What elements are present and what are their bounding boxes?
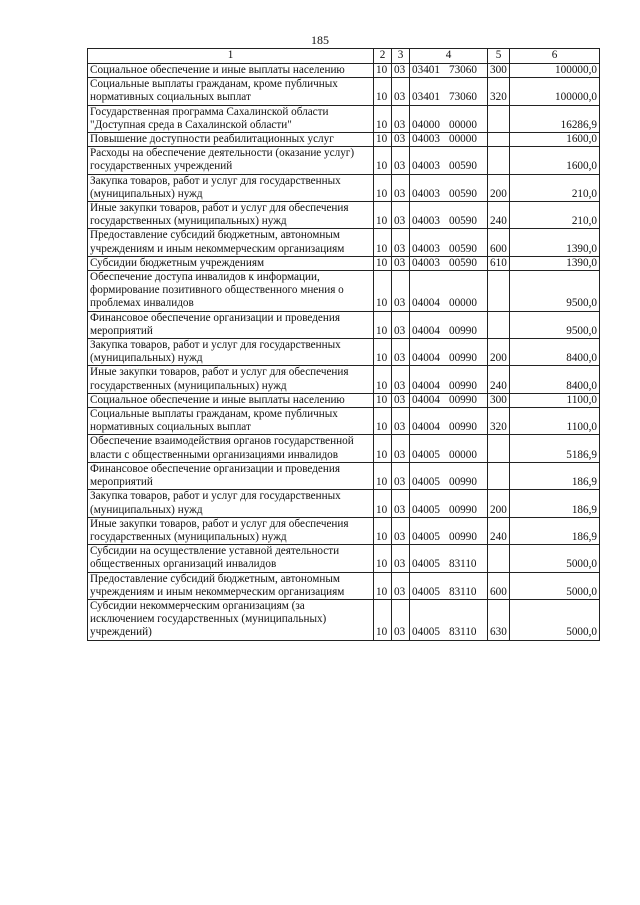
row-name: Иные закупки товаров, работ и услуг для обеспечения государственных (муниципальных) нужд [88,366,374,393]
page-number: 185 [311,33,329,47]
direction-code: 00000 [448,118,477,131]
amount: 210,0 [510,174,600,201]
subsection-code: 03 [392,517,410,544]
target-article-code [410,545,488,572]
row-name: Субсидии некоммерческим организациям (за исключением государственных (муниципальных) учреждений) [88,599,374,640]
table-row [88,339,600,366]
direction-code: 00000 [448,297,477,310]
expense-type-code: 320 [488,408,510,435]
subsection-code: 03 [392,147,410,174]
subsection-code: 03 [392,64,410,78]
direction-code: 00990 [448,421,477,434]
target-article-code [410,64,488,78]
row-name: Расходы на обеспечение деятельности (оказание услуг) государственных учреждений [88,147,374,174]
program-code: 04003 [412,242,440,255]
section-code: 10 [374,572,392,599]
expense-type-code: 300 [488,64,510,78]
column-header: 3 [392,49,410,64]
table-row [88,133,600,147]
amount: 5000,0 [510,545,600,572]
target-article-code [410,256,488,270]
column-header: 1 [88,49,374,64]
section-code: 10 [374,147,392,174]
table-row [88,462,600,489]
program-code: 04005 [412,448,440,461]
program-code: 04005 [412,626,440,639]
table-row [88,78,600,105]
row-name: Финансовое обеспечение организации и проведения мероприятий [88,311,374,338]
column-header: 4 [410,49,488,64]
subsection-code: 03 [392,256,410,270]
target-article-code [410,229,488,256]
expense-type-code [488,311,510,338]
program-code: 04005 [412,585,440,598]
section-code: 10 [374,490,392,517]
direction-code: 00000 [448,448,477,461]
expense-type-code [488,271,510,312]
target-article-code [410,339,488,366]
section-code: 10 [374,256,392,270]
row-name: Субсидии на осуществление уставной деятельности общественных организаций инвалидов [88,545,374,572]
section-code: 10 [374,174,392,201]
target-article-code [410,78,488,105]
table-row [88,490,600,517]
row-name: Социальное обеспечение и иные выплаты населению [88,393,374,407]
target-article-code [410,202,488,229]
section-code: 10 [374,545,392,572]
row-name: Повышение доступности реабилитационных услуг [88,133,374,147]
expense-type-code: 200 [488,339,510,366]
expense-type-code [488,147,510,174]
target-article-code [410,462,488,489]
section-code: 10 [374,133,392,147]
direction-code: 00990 [448,352,477,365]
amount: 16286,9 [510,105,600,132]
amount: 1390,0 [510,256,600,270]
table-row [88,64,600,78]
row-name: Обеспечение взаимодействия органов государственной власти с общественными организациями инвалидов [88,435,374,462]
target-article-code [410,517,488,544]
section-code: 10 [374,599,392,640]
table-row [88,517,600,544]
subsection-code: 03 [392,572,410,599]
subsection-code: 03 [392,78,410,105]
table-row [88,599,600,640]
expense-type-code [488,545,510,572]
table-row [88,393,600,407]
table-row [88,271,600,312]
expense-type-code: 200 [488,490,510,517]
subsection-code: 03 [392,545,410,572]
row-name: Иные закупки товаров, работ и услуг для обеспечения государственных (муниципальных) нужд [88,202,374,229]
target-article-code [410,133,488,147]
direction-code: 00590 [448,160,477,173]
target-article-code [410,105,488,132]
expense-type-code: 300 [488,393,510,407]
expense-type-code [488,105,510,132]
section-code: 10 [374,202,392,229]
column-header: 6 [510,49,600,64]
table-body [88,64,600,641]
row-name: Иные закупки товаров, работ и услуг для обеспечения государственных (муниципальных) нужд [88,517,374,544]
table-row [88,174,600,201]
expense-type-code [488,462,510,489]
subsection-code: 03 [392,435,410,462]
target-article-code [410,147,488,174]
section-code: 10 [374,366,392,393]
program-code: 04000 [412,118,440,131]
target-article-code [410,435,488,462]
amount: 5000,0 [510,572,600,599]
amount: 100000,0 [510,64,600,78]
program-code: 03401 [412,64,440,76]
direction-code: 00590 [448,256,477,269]
program-code: 04003 [412,187,440,200]
direction-code: 00990 [448,393,477,406]
direction-code: 00590 [448,215,477,228]
program-code: 04004 [412,379,440,392]
expense-type-code: 200 [488,174,510,201]
section-code: 10 [374,462,392,489]
row-name: Предоставление субсидий бюджетным, автономным учреждениям и иным некоммерческим организациям [88,572,374,599]
amount: 9500,0 [510,311,600,338]
expense-type-code [488,133,510,147]
amount: 1390,0 [510,229,600,256]
section-code: 10 [374,311,392,338]
target-article-code [410,311,488,338]
section-code: 10 [374,339,392,366]
amount: 100000,0 [510,78,600,105]
expense-type-code: 610 [488,256,510,270]
target-article-code [410,572,488,599]
column-header: 5 [488,49,510,64]
table-row [88,545,600,572]
direction-code: 00000 [448,133,477,146]
subsection-code: 03 [392,408,410,435]
direction-code: 83110 [448,558,477,571]
target-article-code [410,174,488,201]
row-name: Государственная программа Сахалинской области "Доступная среда в Сахалинской области" [88,105,374,132]
direction-code: 73060 [448,64,477,76]
program-code: 04003 [412,256,440,269]
row-name: Предоставление субсидий бюджетным, автономным учреждениям и иным некоммерческим организациям [88,229,374,256]
header-row [88,49,600,64]
row-name: Закупка товаров, работ и услуг для государственных (муниципальных) нужд [88,339,374,366]
amount: 1600,0 [510,147,600,174]
expense-type-code: 600 [488,229,510,256]
section-code: 10 [374,105,392,132]
row-name: Закупка товаров, работ и услуг для государственных (муниципальных) нужд [88,490,374,517]
row-name: Обеспечение доступа инвалидов к информации, формирование позитивного общественного мнения о проблемах инвалидов [88,271,374,312]
row-name: Социальные выплаты гражданам, кроме публичных нормативных социальных выплат [88,78,374,105]
program-code: 04005 [412,503,440,516]
target-article-code [410,490,488,517]
subsection-code: 03 [392,229,410,256]
program-code: 04004 [412,393,440,406]
table-row [88,202,600,229]
target-article-code [410,271,488,312]
subsection-code: 03 [392,311,410,338]
program-code: 04004 [412,324,440,337]
target-article-code [410,366,488,393]
column-header: 2 [374,49,392,64]
expense-type-code: 240 [488,202,510,229]
target-article-code [410,393,488,407]
subsection-code: 03 [392,366,410,393]
row-name: Финансовое обеспечение организации и проведения мероприятий [88,462,374,489]
amount: 186,9 [510,517,600,544]
direction-code: 00590 [448,242,477,255]
section-code: 10 [374,408,392,435]
amount: 186,9 [510,490,600,517]
amount: 1100,0 [510,393,600,407]
amount: 5000,0 [510,599,600,640]
amount: 210,0 [510,202,600,229]
expense-type-code: 320 [488,78,510,105]
budget-table [87,48,600,641]
section-code: 10 [374,64,392,78]
direction-code: 83110 [448,626,477,639]
direction-code: 00990 [448,379,477,392]
expense-type-code: 600 [488,572,510,599]
subsection-code: 03 [392,339,410,366]
amount: 5186,9 [510,435,600,462]
direction-code: 00990 [448,530,477,543]
expense-type-code: 630 [488,599,510,640]
program-code: 04004 [412,297,440,310]
program-code: 04005 [412,530,440,543]
table-row [88,105,600,132]
subsection-code: 03 [392,105,410,132]
program-code: 04004 [412,352,440,365]
target-article-code [410,408,488,435]
expense-type-code [488,435,510,462]
amount: 8400,0 [510,366,600,393]
amount: 1600,0 [510,133,600,147]
program-code: 04003 [412,160,440,173]
table-row [88,408,600,435]
subsection-code: 03 [392,271,410,312]
table-row [88,435,600,462]
expense-type-code: 240 [488,517,510,544]
amount: 186,9 [510,462,600,489]
table-row [88,256,600,270]
section-code: 10 [374,78,392,105]
table-row [88,572,600,599]
program-code: 04005 [412,558,440,571]
program-code: 03401 [412,91,440,104]
subsection-code: 03 [392,202,410,229]
subsection-code: 03 [392,599,410,640]
direction-code: 00990 [448,324,477,337]
direction-code: 73060 [448,91,477,104]
amount: 8400,0 [510,339,600,366]
section-code: 10 [374,271,392,312]
row-name: Социальное обеспечение и иные выплаты населению [88,64,374,78]
direction-code: 00990 [448,503,477,516]
table-row [88,147,600,174]
table-row [88,311,600,338]
amount: 9500,0 [510,271,600,312]
subsection-code: 03 [392,393,410,407]
row-name: Социальные выплаты гражданам, кроме публичных нормативных социальных выплат [88,408,374,435]
amount: 1100,0 [510,408,600,435]
direction-code: 83110 [448,585,477,598]
section-code: 10 [374,393,392,407]
table-row [88,366,600,393]
expense-type-code: 240 [488,366,510,393]
direction-code: 00590 [448,187,477,200]
section-code: 10 [374,229,392,256]
subsection-code: 03 [392,490,410,517]
target-article-code [410,599,488,640]
subsection-code: 03 [392,462,410,489]
program-code: 04003 [412,215,440,228]
direction-code: 00990 [448,476,477,489]
program-code: 04004 [412,421,440,434]
program-code: 04003 [412,133,440,146]
subsection-code: 03 [392,174,410,201]
table-row [88,229,600,256]
subsection-code: 03 [392,133,410,147]
section-code: 10 [374,435,392,462]
section-code: 10 [374,517,392,544]
row-name: Закупка товаров, работ и услуг для государственных (муниципальных) нужд [88,174,374,201]
program-code: 04005 [412,476,440,489]
row-name: Субсидии бюджетным учреждениям [88,256,374,270]
